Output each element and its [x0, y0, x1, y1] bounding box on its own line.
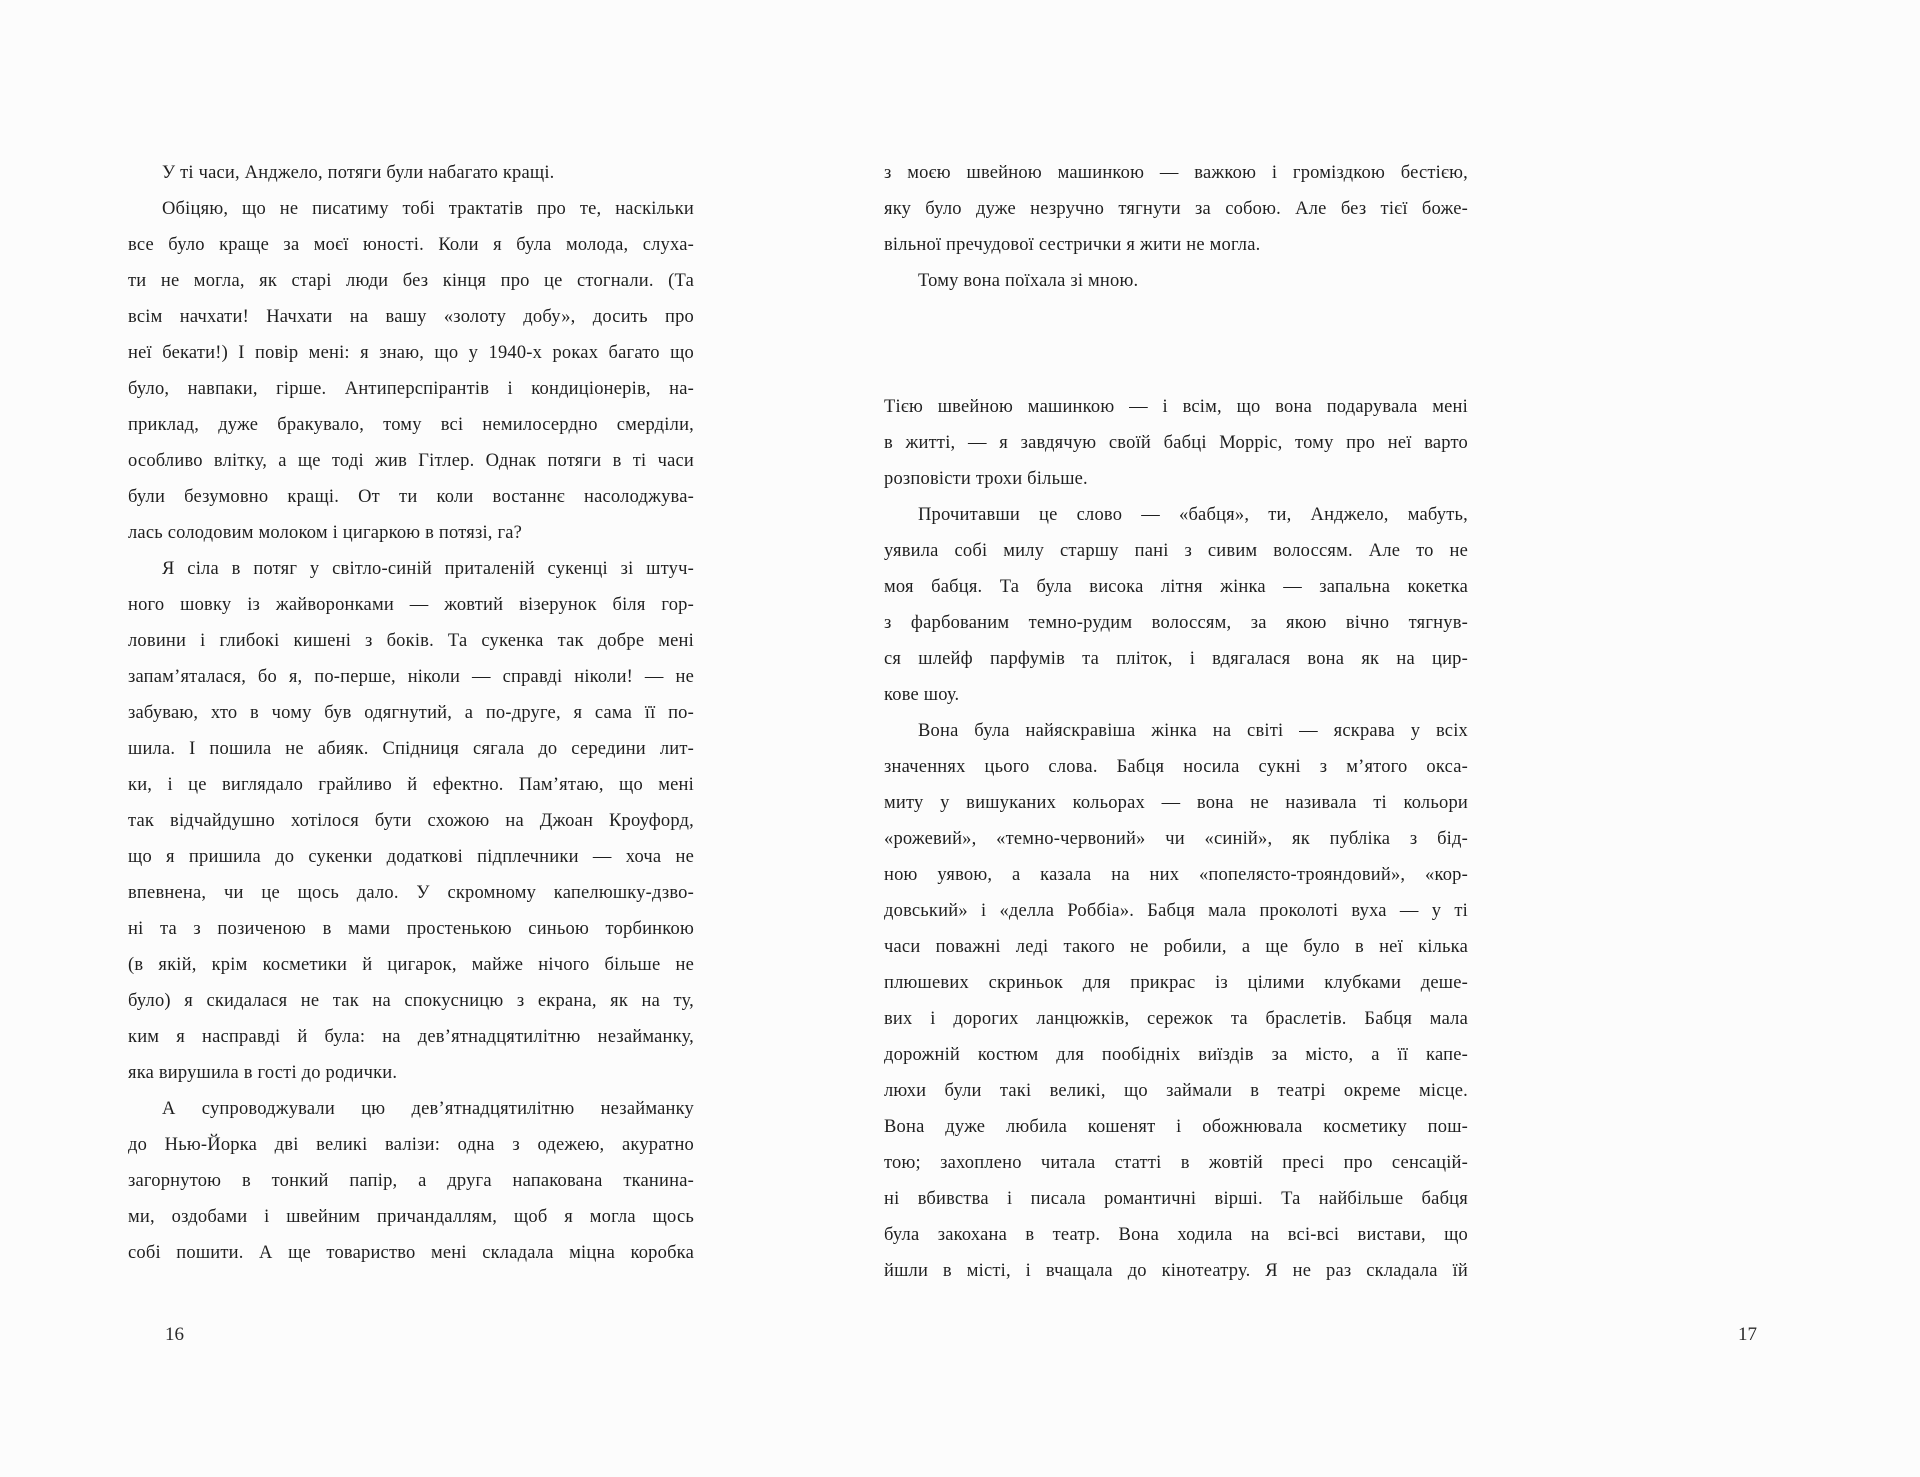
right-text-column — [884, 155, 1468, 1289]
text-line: вих і дорогих ланцюжків, сережок та браслетів. Бабця мала — [884, 1009, 1468, 1029]
text-line: з фарбованим темно-рудим волоссям, за якою вічно тягнув- — [884, 613, 1468, 633]
text-line: У ті часи, Анджело, потяги були набагато кращі. — [162, 163, 555, 183]
text-line: лась солодовим молоком і цигаркою в потязі, га? — [128, 523, 523, 543]
text-line: яку було дуже незручно тягнути за собою. Але без тієї боже- — [884, 199, 1468, 219]
text-line: все було краще за моєї юності. Коли я була молода, слуха- — [128, 235, 694, 255]
text-line: забуваю, хто в чому був одягнутий, а по-друге, я сама її по- — [128, 703, 694, 723]
section-break — [884, 299, 1468, 389]
text-line: (в якій, крім косметики й цигарок, майже нічого більше не — [128, 955, 694, 975]
text-line: була закохана в театр. Вона ходила на всі-всі вистави, що — [884, 1225, 1468, 1245]
left-text-column — [128, 155, 694, 1271]
right-page-number: 17 — [1738, 1324, 1757, 1345]
text-line: миту у вишуканих кольорах — вона не називала ті кольори — [884, 793, 1468, 813]
text-line: шила. І пошила не абияк. Спідниця сягала до середини лит- — [128, 739, 694, 759]
text-line: приклад, дуже бракувало, тому всі немилосердно смерділи, — [128, 415, 694, 435]
text-line: Обіцяю, що не писатиму тобі трактатів про те, наскільки — [162, 199, 694, 219]
text-line: що я пришила до сукенки додаткові підплечники — хоча не — [128, 847, 694, 867]
text-line: ні вбивства і писала романтичні вірші. Та найбільше бабця — [884, 1189, 1468, 1209]
text-line: уявила собі милу старшу пані з сивим волоссям. Але то не — [884, 541, 1468, 561]
text-line: «рожевий», «темно-червоний» чи «синій», як публіка з бід- — [884, 829, 1468, 849]
left-page-number: 16 — [165, 1324, 184, 1345]
text-line: ні та з позиченою в мами простенькою синьою торбинкою — [128, 919, 694, 939]
text-line: кове шоу. — [884, 685, 960, 705]
text-line: люхи були такі великі, що займали в театрі окреме місце. — [884, 1081, 1468, 1101]
text-line: було, навпаки, гірше. Антиперспірантів і кондиціонерів, на- — [128, 379, 694, 399]
text-line: були безумовно кращі. От ти коли востаннє насолоджува- — [128, 487, 694, 507]
text-line: так відчайдушно хотілося бути схожою на Джоан Кроуфорд, — [128, 811, 694, 831]
text-line: ким я насправді й була: на дев’ятнадцятилітню незайманку, — [128, 1027, 694, 1047]
text-line: Прочитавши це слово — «бабця», ти, Анджело, мабуть, — [918, 505, 1468, 525]
text-line: з моєю швейною машинкою — важкою і громіздкою бестією, — [884, 163, 1468, 183]
text-line: розповісти трохи більше. — [884, 469, 1088, 489]
text-line: запам’яталася, бо я, по-перше, ніколи — справді ніколи! — не — [128, 667, 694, 687]
text-line: ся шлейф парфумів та пліток, і вдягалася вона як на цир- — [884, 649, 1468, 669]
text-line: ми, оздобами і швейним причандаллям, щоб я могла щось — [128, 1207, 694, 1227]
text-line: було) я скидалася не так на спокусницю з екрана, як на ту, — [128, 991, 694, 1011]
text-line: впевнена, чи це щось дало. У скромному капелюшку-дзво- — [128, 883, 694, 903]
text-line: неї бекати!) І повір мені: я знаю, що у 1940-х роках багато що — [128, 343, 694, 363]
text-line: яка вирушила в гості до родички. — [128, 1063, 398, 1083]
text-line: собі пошити. А ще товариство мені складала міцна коробка — [128, 1243, 694, 1263]
text-line: особливо влітку, а ще тоді жив Гітлер. Однак потяги в ті часи — [128, 451, 694, 471]
text-line: значеннях цього слова. Бабця носила сукні з м’ятого окса- — [884, 757, 1468, 777]
text-line: всім начхати! Начхати на вашу «золоту добу», досить про — [128, 307, 694, 327]
text-line: ки, і це виглядало грайливо й ефектно. Пам’ятаю, що мені — [128, 775, 694, 795]
text-line: моя бабця. Та була висока літня жінка — запальна кокетка — [884, 577, 1468, 597]
text-line: загорнутою в тонкий папір, а друга напакована тканина- — [128, 1171, 694, 1191]
text-line: йшли в місті, і вчащала до кінотеатру. Я не раз складала їй — [884, 1261, 1468, 1281]
text-line: Тому вона поїхала зі мною. — [918, 271, 1139, 291]
text-line: ловини і глибокі кишені з боків. Та сукенка так добре мені — [128, 631, 694, 651]
text-line: до Нью-Йорка дві великі валізи: одна з одежею, акуратно — [128, 1135, 694, 1155]
text-line: ного шовку із жайворонками — жовтий візерунок біля гор- — [128, 595, 694, 615]
text-line: ти не могла, як старі люди без кінця про це стогнали. (Та — [128, 271, 694, 291]
text-line: довський» і «делла Роббіа». Бабця мала проколоті вуха — у ті — [884, 901, 1468, 921]
text-line: тою; захоплено читала статті в жовтій пресі про сенсацій- — [884, 1153, 1468, 1173]
text-line: А супроводжували цю дев’ятнадцятилітню незайманку — [162, 1099, 694, 1119]
text-line: Вона була найяскравіша жінка на світі — яскрава у всіх — [918, 721, 1468, 741]
text-line: Тією швейною машинкою — і всім, що вона подарувала мені — [884, 397, 1468, 417]
text-line: Вона дуже любила кошенят і обожнювала косметику пош- — [884, 1117, 1468, 1137]
text-line: вільної пречудової сестрички я жити не могла. — [884, 235, 1261, 255]
text-line: в житті, — я завдячую своїй бабці Морріс, тому про неї варто — [884, 433, 1468, 453]
text-line: часи поважні леді такого не робили, а ще було в неї кілька — [884, 937, 1468, 957]
text-line: ною уявою, а казала на них «попелясто-трояндовий», «кор- — [884, 865, 1468, 885]
text-line: плюшевих скриньок для прикрас із цілими клубками деше- — [884, 973, 1468, 993]
text-line: дорожній костюм для пообідніх виїздів за місто, а її капе- — [884, 1045, 1468, 1065]
text-line: Я сіла в потяг у світло-синій приталеній сукенці зі штуч- — [162, 559, 694, 579]
page-right — [884, 0, 1920, 1477]
